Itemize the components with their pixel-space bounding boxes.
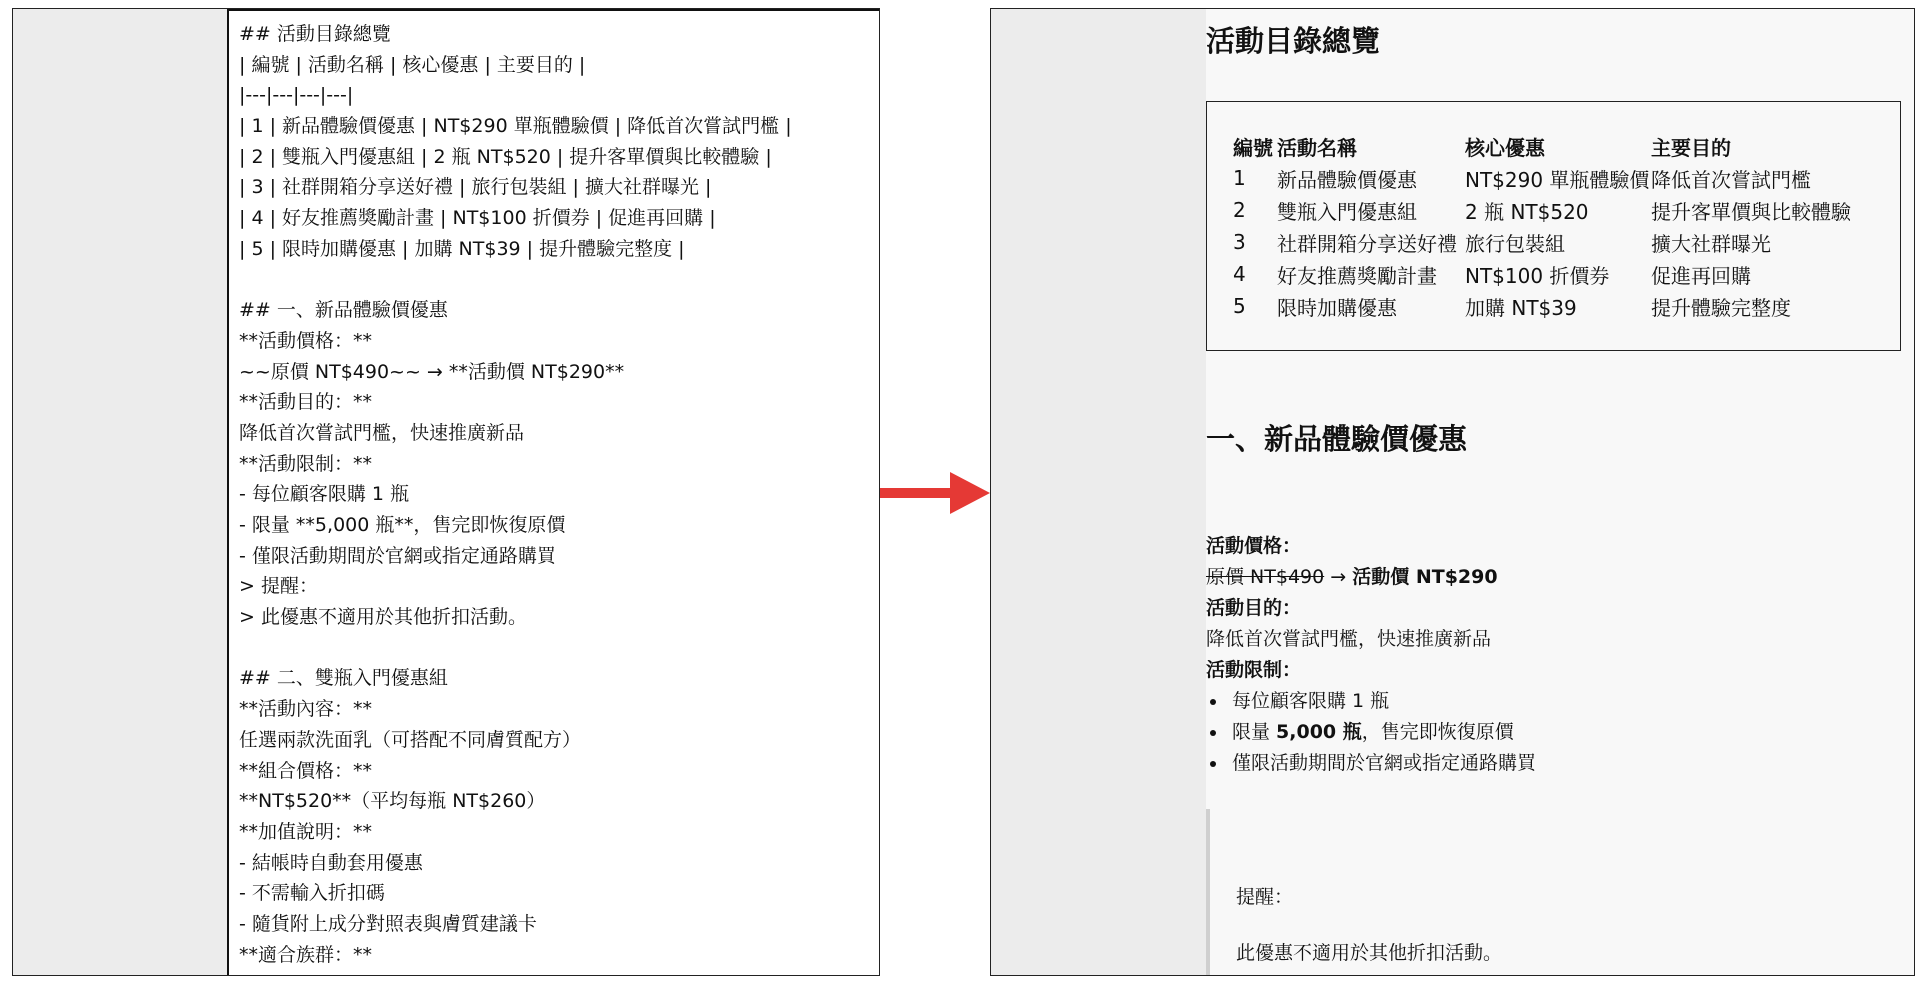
limit-prefix: 限量 <box>1232 721 1277 743</box>
limit-label: 活動限制： <box>1206 659 1302 681</box>
editor-line[interactable]: > 提醒： <box>239 575 318 598</box>
list-item <box>1206 717 1906 748</box>
conversion-arrow-icon <box>880 468 992 518</box>
editor-line[interactable]: 任選兩款洗面乳（可搭配不同膚質配方） <box>239 728 582 751</box>
table-cell: 加購 NT$39 <box>1465 295 1577 320</box>
table-row <box>1233 226 1861 258</box>
table-row <box>1233 290 1861 322</box>
editor-line[interactable]: - 僅限活動期間於官網或指定通路購買 <box>239 544 556 567</box>
section-title: 一、新品體驗價優惠 <box>1206 422 1468 456</box>
table-cell: 降低首次嘗試門檻 <box>1651 167 1811 192</box>
table-cell: 2 <box>1233 198 1246 222</box>
page-title: 活動目錄總覽 <box>1206 24 1381 58</box>
editor-line[interactable] <box>239 633 869 664</box>
reminder-blockquote <box>1206 809 1906 975</box>
editor-line[interactable]: - 每位顧客限購 1 瓶 <box>239 483 410 506</box>
limit-suffix: ，售完即恢復原價 <box>1361 721 1514 743</box>
table-cell: 5 <box>1233 294 1246 318</box>
table-cell: 1 <box>1233 166 1246 190</box>
table-cell: 提升客單價與比較體驗 <box>1651 199 1851 224</box>
editor-line[interactable]: |---|---|---|---| <box>239 84 354 107</box>
editor-line[interactable]: ## 一、新品體驗價優惠 <box>239 299 448 322</box>
limit-bold: 5,000 瓶 <box>1276 721 1362 743</box>
editor-line[interactable]: **適合族群：** <box>239 943 373 966</box>
markdown-source-panel <box>12 8 880 976</box>
table-cell: 好友推薦獎勵計畫 <box>1277 263 1437 288</box>
rendered-preview-panel <box>990 8 1915 976</box>
purpose-label: 活動目的： <box>1206 597 1302 619</box>
markdown-preview <box>1206 9 1914 975</box>
editor-line[interactable]: **活動限制：** <box>239 452 373 475</box>
editor-line[interactable]: | 5 | 限時加購優惠 | 加購 NT$39 | 提升體驗完整度 | <box>239 237 685 260</box>
table-header-cell: 編號 <box>1233 135 1273 160</box>
editor-line[interactable]: | 4 | 好友推薦獎勵計畫 | NT$100 折價券 | 促進再回購 | <box>239 207 716 230</box>
table-cell: NT$100 折價券 <box>1465 263 1610 288</box>
table-cell: 社群開箱分享送好禮 <box>1277 231 1457 256</box>
table-header-cell: 活動名稱 <box>1277 135 1357 160</box>
editor-line[interactable]: 降低首次嘗試門檻，快速推廣新品 <box>239 421 525 444</box>
editor-line[interactable]: ## 活動目錄總覽 <box>239 23 391 45</box>
original-price: 原價 NT$490 <box>1206 566 1325 588</box>
purpose-text: 降低首次嘗試門檻，快速推廣新品 <box>1206 628 1492 650</box>
editor-line[interactable]: ## 二、雙瓶入門優惠組 <box>239 667 448 690</box>
table-cell: 旅行包裝組 <box>1465 231 1565 256</box>
quote-text: 此優惠不適用於其他折扣活動。 <box>1236 942 1503 964</box>
editor-line[interactable]: - 限量 **5,000 瓶**，售完即恢復原價 <box>239 514 566 536</box>
editor-line[interactable] <box>239 265 869 296</box>
table-cell: 2 瓶 NT$520 <box>1465 199 1589 224</box>
price-line <box>1206 562 1906 593</box>
arrow-text: → <box>1324 566 1353 588</box>
table-cell: 3 <box>1233 230 1246 254</box>
quote-title: 提醒： <box>1236 886 1294 908</box>
table-cell: 促進再回購 <box>1651 263 1751 288</box>
table-row <box>1233 258 1861 290</box>
table-cell: 擴大社群曝光 <box>1651 231 1771 256</box>
price-label: 活動價格： <box>1206 535 1302 557</box>
editor-line[interactable]: | 1 | 新品體驗價優惠 | NT$290 單瓶體驗價 | 降低首次嘗試門檻 | <box>239 115 792 138</box>
table-cell: 雙瓶入門優惠組 <box>1277 199 1417 224</box>
editor-line[interactable]: ~~原價 NT$490~~ → **活動價 NT$290** <box>239 360 625 383</box>
table-cell: 4 <box>1233 262 1246 286</box>
table-body <box>1233 162 1861 322</box>
sale-price: 活動價 NT$290 <box>1352 566 1498 588</box>
editor-line[interactable]: | 2 | 雙瓶入門優惠組 | 2 瓶 NT$520 | 提升客單價與比較體驗 | <box>239 145 772 168</box>
editor-line[interactable]: **加值說明：** <box>239 820 373 843</box>
table-row <box>1233 162 1861 194</box>
editor-line[interactable]: - 不需輸入折扣碼 <box>239 882 385 905</box>
table-cell: 限時加購優惠 <box>1277 295 1397 320</box>
editor-lines[interactable] <box>239 19 869 970</box>
table-header-row <box>1233 130 1861 162</box>
table-cell: 提升體驗完整度 <box>1651 295 1791 320</box>
editor-line[interactable]: **NT$520**（平均每瓶 NT$260） <box>239 790 546 813</box>
table-header-cell: 核心優惠 <box>1465 135 1545 160</box>
table-cell: NT$290 單瓶體驗價 <box>1465 167 1650 192</box>
limit-list <box>1206 686 1906 779</box>
editor-line[interactable]: **活動目的：** <box>239 391 373 414</box>
table-row <box>1233 194 1861 226</box>
section-body <box>1206 531 1906 779</box>
editor-line[interactable]: **活動內容：** <box>239 698 373 721</box>
list-item: 每位顧客限購 1 瓶 <box>1206 686 1906 717</box>
table-cell: 新品體驗價優惠 <box>1277 167 1417 192</box>
activity-table-box <box>1206 101 1901 351</box>
markdown-editor[interactable] <box>227 9 879 975</box>
activity-table <box>1233 130 1861 322</box>
editor-line[interactable]: - 結帳時自動套用優惠 <box>239 851 423 874</box>
editor-line[interactable]: | 3 | 社群開箱分享送好禮 | 旅行包裝組 | 擴大社群曝光 | <box>239 176 712 199</box>
table-header-cell: 主要目的 <box>1651 135 1731 160</box>
editor-line[interactable]: | 編號 | 活動名稱 | 核心優惠 | 主要目的 | <box>239 53 586 76</box>
editor-line[interactable]: > 此優惠不適用於其他折扣活動。 <box>239 606 527 629</box>
list-item: 僅限活動期間於官網或指定通路購買 <box>1206 748 1906 779</box>
editor-line[interactable]: **組合價格：** <box>239 759 373 782</box>
editor-line[interactable]: **活動價格：** <box>239 329 373 352</box>
editor-line[interactable]: - 隨貨附上成分對照表與膚質建議卡 <box>239 912 537 935</box>
